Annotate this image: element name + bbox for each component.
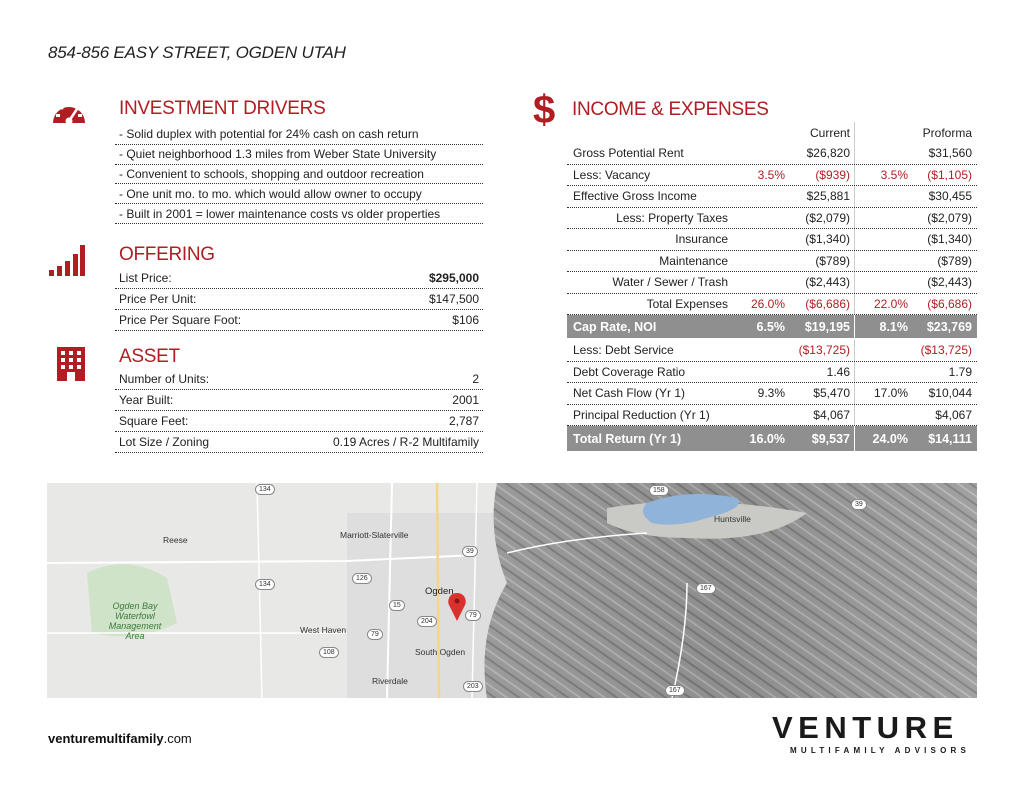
map-shield: 39 bbox=[851, 499, 867, 510]
asset-row-square-feet: Square Feet: 2,787 bbox=[115, 411, 483, 432]
proforma-pct: 22.0% bbox=[873, 296, 908, 311]
list-item: - Quiet neighborhood 1.3 miles from Weber State University bbox=[115, 145, 483, 165]
investment-drivers-list bbox=[115, 125, 483, 224]
asset-title: ASSET bbox=[119, 346, 180, 367]
map-shield: 158 bbox=[649, 485, 669, 496]
map-place-west-haven: West Haven bbox=[300, 625, 347, 635]
table-row bbox=[567, 251, 977, 273]
table-row bbox=[567, 272, 977, 294]
row-label: Less: Vacancy bbox=[573, 167, 651, 182]
income-expenses-table bbox=[567, 122, 977, 451]
current-amount: $25,881 bbox=[787, 186, 855, 207]
current-amount: $4,067 bbox=[787, 405, 855, 426]
footer-url[interactable]: venturemultifamily.com bbox=[48, 731, 192, 746]
current-pct: 3.5% bbox=[757, 167, 785, 182]
map-shield: 134 bbox=[255, 484, 275, 495]
map-place-ogden: Ogden bbox=[425, 586, 454, 597]
map-shield: 79 bbox=[465, 610, 481, 621]
list-item: - Convenient to schools, shopping and outdoor recreation bbox=[115, 165, 483, 185]
map-shield: 108 bbox=[319, 647, 339, 658]
map-shield: 126 bbox=[352, 573, 372, 584]
map-place-riverdale: Riverdale bbox=[372, 676, 408, 686]
current-amount: $19,195 bbox=[787, 315, 855, 338]
current-amount: ($6,686) bbox=[787, 294, 855, 315]
map-shield: 134 bbox=[255, 579, 275, 590]
current-amount: ($2,443) bbox=[787, 272, 855, 293]
current-amount: 1.46 bbox=[787, 362, 855, 383]
current-amount: ($939) bbox=[787, 165, 855, 186]
asset-list bbox=[115, 369, 483, 453]
offering-row-price-per-unit: Price Per Unit: $147,500 bbox=[115, 289, 483, 310]
venture-logo: VENTURE bbox=[772, 710, 959, 745]
row-label: Maintenance bbox=[659, 253, 728, 268]
asset-row-year-built: Year Built: 2001 bbox=[115, 390, 483, 411]
proforma-amount: 1.79 bbox=[948, 364, 972, 379]
row-label: Cap Rate, NOI bbox=[573, 319, 657, 334]
current-amount: $5,470 bbox=[787, 383, 855, 404]
row-label: Insurance bbox=[675, 232, 728, 247]
row-label: Total Return (Yr 1) bbox=[573, 431, 682, 446]
table-row bbox=[567, 405, 977, 427]
table-row bbox=[567, 362, 977, 384]
map-place-marriott-slaterville: Marriott-Slaterville bbox=[340, 530, 409, 540]
current-pct: 26.0% bbox=[750, 296, 785, 311]
asset-row-lot-size: Lot Size / Zoning 0.19 Acres / R-2 Multifamily bbox=[115, 432, 483, 453]
proforma-pct: 17.0% bbox=[873, 386, 908, 401]
proforma-pct: 24.0% bbox=[872, 431, 908, 446]
current-pct: 9.3% bbox=[757, 386, 785, 401]
offering-title: OFFERING bbox=[119, 244, 215, 265]
current-amount: ($1,340) bbox=[787, 229, 855, 250]
proforma-amount: ($6,686) bbox=[927, 296, 972, 311]
map-place-huntsville: Huntsville bbox=[714, 514, 751, 524]
proforma-pct: 8.1% bbox=[879, 319, 908, 334]
speedometer-icon bbox=[50, 97, 88, 134]
proforma-amount: $23,769 bbox=[926, 319, 972, 334]
list-item: - Solid duplex with potential for 24% cash on cash return bbox=[115, 125, 483, 145]
table-row bbox=[567, 143, 977, 165]
proforma-amount: ($1,105) bbox=[927, 167, 972, 182]
map-water-label: Ogden Bay Waterfowl Management Area bbox=[108, 601, 162, 641]
table-header bbox=[567, 122, 977, 143]
map-shield: 203 bbox=[463, 681, 483, 692]
current-amount: ($13,725) bbox=[787, 340, 855, 361]
map-shield: 79 bbox=[367, 629, 383, 640]
current-amount: $26,820 bbox=[787, 143, 855, 164]
row-label: Gross Potential Rent bbox=[573, 146, 684, 161]
proforma-amount: $10,044 bbox=[928, 386, 972, 401]
table-row bbox=[567, 383, 977, 405]
offering-row-price-per-sqft: Price Per Square Foot: $106 bbox=[115, 310, 483, 331]
investment-drivers-title: INVESTMENT DRIVERS bbox=[119, 98, 326, 119]
table-row bbox=[567, 208, 977, 230]
proforma-amount: $30,455 bbox=[928, 189, 972, 204]
bar-signal-icon bbox=[48, 243, 86, 282]
offering-row-list-price: List Price: $295,000 bbox=[115, 268, 483, 289]
row-label: Principal Reduction (Yr 1) bbox=[573, 407, 710, 422]
col-header-current: Current bbox=[787, 122, 855, 143]
proforma-amount: $4,067 bbox=[935, 407, 972, 422]
venture-logo-subtitle: MULTIFAMILY ADVISORS bbox=[790, 746, 971, 755]
proforma-pct: 3.5% bbox=[880, 167, 908, 182]
proforma-amount: ($1,340) bbox=[927, 232, 972, 247]
table-row bbox=[567, 229, 977, 251]
row-label: Net Cash Flow (Yr 1) bbox=[573, 386, 686, 401]
location-map[interactable] bbox=[47, 483, 977, 698]
proforma-amount: ($789) bbox=[937, 253, 972, 268]
map-shield: 204 bbox=[417, 616, 437, 627]
table-row bbox=[567, 294, 977, 316]
current-amount: ($789) bbox=[787, 251, 855, 272]
proforma-amount: ($13,725) bbox=[920, 343, 972, 358]
page-title: 854-856 EASY STREET, OGDEN UTAH bbox=[48, 43, 346, 62]
row-label: Water / Sewer / Trash bbox=[612, 275, 728, 290]
dollar-icon: $ bbox=[533, 88, 556, 132]
table-row bbox=[567, 426, 977, 451]
map-shield: 39 bbox=[462, 546, 478, 557]
asset-row-units: Number of Units: 2 bbox=[115, 369, 483, 390]
map-terrain bbox=[47, 483, 977, 698]
offering-list bbox=[115, 268, 483, 331]
row-label: Total Expenses bbox=[646, 296, 728, 311]
proforma-amount: $14,111 bbox=[928, 431, 972, 446]
current-pct: 6.5% bbox=[756, 319, 785, 334]
map-shield: 167 bbox=[696, 583, 716, 594]
row-label: Less: Debt Service bbox=[573, 343, 674, 358]
list-item: - Built in 2001 = lower maintenance costs vs older properties bbox=[115, 204, 483, 224]
list-item: - One unit mo. to mo. which would allow owner to occupy bbox=[115, 184, 483, 204]
building-icon bbox=[56, 346, 86, 387]
proforma-amount: ($2,079) bbox=[927, 210, 972, 225]
map-place-south-ogden: South Ogden bbox=[415, 647, 466, 657]
current-amount: $9,537 bbox=[787, 426, 855, 451]
table-row bbox=[567, 165, 977, 187]
map-place-reese: Reese bbox=[163, 535, 188, 545]
map-shield: 15 bbox=[389, 600, 405, 611]
row-label: Effective Gross Income bbox=[573, 189, 697, 204]
table-row bbox=[567, 315, 977, 340]
row-label: Debt Coverage Ratio bbox=[573, 364, 686, 379]
proforma-amount: $31,560 bbox=[928, 146, 972, 161]
current-pct: 16.0% bbox=[749, 431, 785, 446]
row-label: Less: Property Taxes bbox=[616, 210, 728, 225]
proforma-amount: ($2,443) bbox=[927, 275, 972, 290]
table-row bbox=[567, 340, 977, 362]
table-row bbox=[567, 186, 977, 208]
map-shield: 167 bbox=[665, 685, 685, 696]
current-amount: ($2,079) bbox=[787, 208, 855, 229]
col-header-proforma: Proforma bbox=[922, 125, 972, 140]
income-expenses-title: INCOME & EXPENSES bbox=[572, 99, 769, 120]
